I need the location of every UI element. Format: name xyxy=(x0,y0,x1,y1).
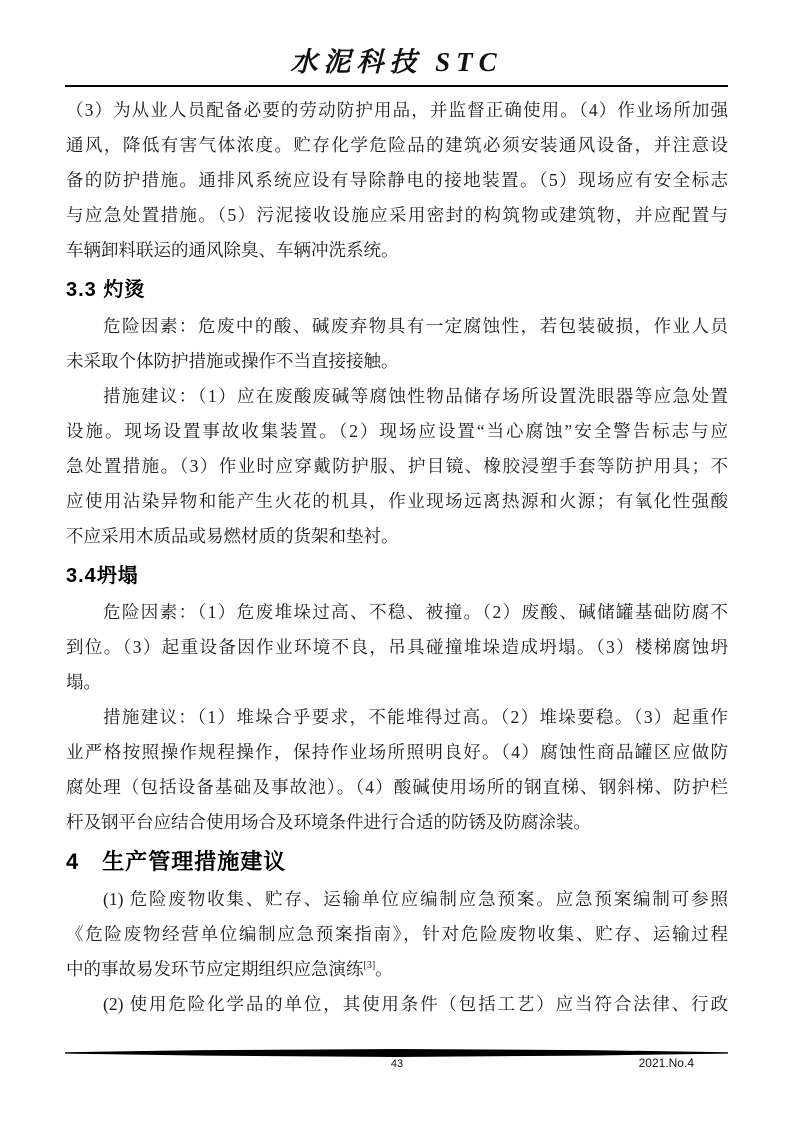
section-heading: 3.4坍塌 xyxy=(66,565,139,587)
text-line: 腐处理（包括设备基础及事故池）。（4）酸碱使用场所的钢直梯、钢斜梯、防护栏 xyxy=(66,777,728,797)
text-line: 《危险废物经营单位编制应急预案指南》，针对危险废物收集、贮存、运输过程 xyxy=(66,924,728,944)
footer-issue-label: 2021.No.4 xyxy=(638,1056,694,1070)
text-line: 车辆卸料联运的通风除臭、车辆冲洗系统。 xyxy=(66,240,399,260)
text-line: 不应采用木质品或易燃材质的货架和垫衬。 xyxy=(66,526,399,546)
text-line: 到位。（3）起重设备因作业环境不良，吊具碰撞堆垛造成坍塌。（3）楼梯腐蚀坍 xyxy=(66,637,728,657)
text-line: 业严格按照操作规程操作，保持作业场所照明良好。（4）腐蚀性商品罐区应做防 xyxy=(66,742,728,762)
text-line: （3）为从业人员配备必要的劳动防护用品，并监督正确使用。（4）作业场所加强 xyxy=(66,100,728,120)
document-body xyxy=(66,93,728,1022)
text-line: 中的事故易发环节应定期组织应急演练[3]。 xyxy=(66,959,393,979)
text-line: (2) 使用危险化学品的单位，其使用条件（包括工艺）应当符合法律、行政 xyxy=(103,994,728,1014)
text-line: 备的防护措施。通排风系统应设有导除静电的接地装置。（5）现场应有安全标志 xyxy=(66,170,728,190)
section-heading: 3.3 灼烫 xyxy=(66,279,146,301)
text-line: (1) 危险废物收集、贮存、运输单位应编制应急预案。应急预案编制可参照 xyxy=(103,889,728,909)
text-line: 急处置措施。（3）作业时应穿戴防护服、护目镜、橡胶浸塑手套等防护用具；不 xyxy=(66,456,728,476)
text-line: 与应急处置措施。（5）污泥接收设施应采用密封的构筑物或建筑物，并应配置与 xyxy=(66,205,728,225)
text-line: 措施建议：（1）堆垛合乎要求，不能堆得过高。（2）堆垛要稳。（3）起重作 xyxy=(103,707,728,727)
journal-title: 水泥科技 STC xyxy=(290,47,503,77)
footer-page-number: 43 xyxy=(390,1058,404,1070)
citation-ref: [3] xyxy=(363,960,376,972)
header-rule xyxy=(65,85,728,87)
text-line: 危险因素：（1）危废堆垛过高、不稳、被撞。（2）废酸、碱储罐基础防腐不 xyxy=(103,602,728,622)
text-line: 设施。现场设置事故收集装置。（2）现场应设置“当心腐蚀”安全警告标志与应 xyxy=(66,421,728,441)
text-line: 危险因素：危废中的酸、碱废弃物具有一定腐蚀性，若包装破损，作业人员 xyxy=(103,316,728,336)
text-line: 措施建议：（1）应在废酸废碱等腐蚀性物品储存场所设置洗眼器等应急处置 xyxy=(103,386,728,406)
footer-bar xyxy=(65,1049,728,1057)
text-line: 未采取个体防护措施或操作不当直接接触。 xyxy=(66,351,399,371)
text-line: 应使用沾染异物和能产生火花的机具，作业现场远离热源和火源；有氧化性强酸 xyxy=(66,491,728,511)
section-heading: 4 生产管理措施建议 xyxy=(66,849,287,874)
text-line: 通风，降低有害气体浓度。贮存化学危险品的建筑必须安装通风设备，并注意设 xyxy=(66,135,728,155)
text-line: 杆及钢平台应结合使用场合及环境条件进行合适的防锈及防腐涂装。 xyxy=(66,812,591,832)
text-line: 塌。 xyxy=(66,672,101,692)
